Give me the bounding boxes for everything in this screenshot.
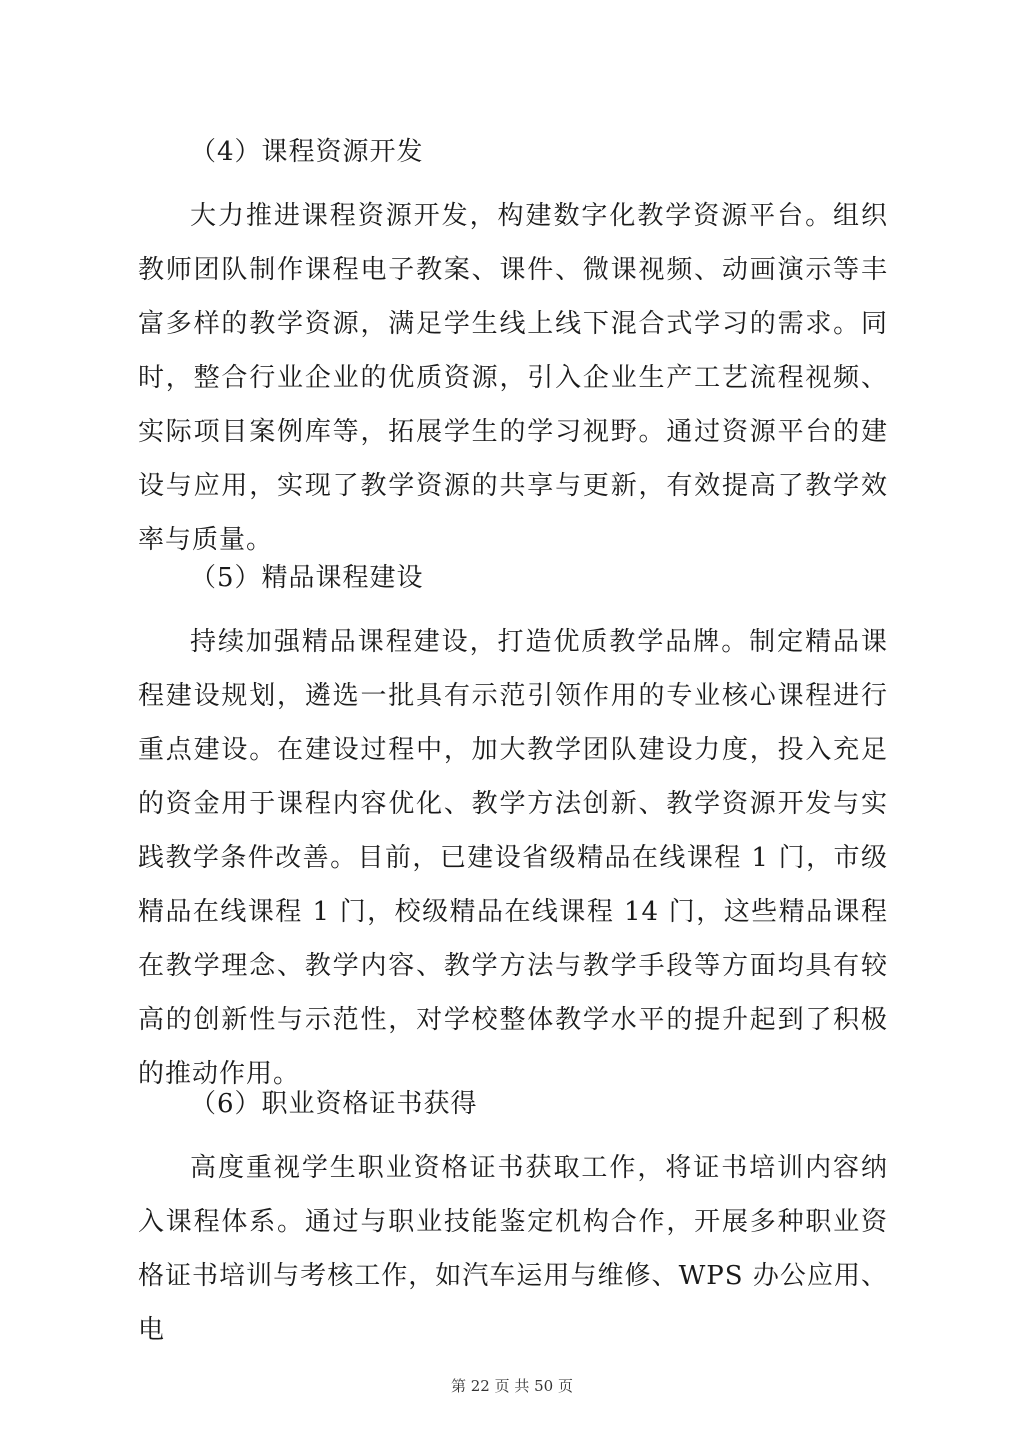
section-body-4: 大力推进课程资源开发，构建数字化教学资源平台。组织教师团队制作课程电子教案、课件、微课视频、动画演示等丰富多样的教学资源，满足学生线上线下混合式学习的需求。同时，整合行业企业的优质资源，引入企业生产工艺流程视频、实际项目案例库等，拓展学生的学习视野。通过资源平台的建设与应用，实现了教学资源的共享与更新，有效提高了教学效率与质量。 bbox=[138, 201, 888, 555]
section-body-5: 持续加强精品课程建设，打造优质教学品牌。制定精品课程建设规划，遴选一批具有示范引领作用的专业核心课程进行重点建设。在建设过程中，加大教学团队建设力度，投入充足的资金用于课程内容优化、教学方法创新、教学资源开发与实践教学条件改善。目前，已建设省级精品在线课程 1 门，市级精品在线课程 1 门，校级精品在线课程 14 门，这些精品课程在教学理念、教学内容、教学方法与教学手段等方面均具有较高的创新性与示范性，对学校整体教学水平的提升起到了积极的推动作用。 bbox=[138, 627, 888, 1089]
section-body-6: 高度重视学生职业资格证书获取工作，将证书培训内容纳入课程体系。通过与职业技能鉴定机构合作，开展多种职业资格证书培训与考核工作，如汽车运用与维修、WPS 办公应用、电 bbox=[138, 1153, 888, 1345]
section-heading-5: （5）精品课程建设 bbox=[190, 563, 424, 593]
page-number-footer: 第 22 页 共 50 页 bbox=[450, 1377, 573, 1395]
section-heading-6: （6）职业资格证书获得 bbox=[190, 1089, 478, 1119]
section-heading-4: （4）课程资源开发 bbox=[190, 137, 424, 167]
